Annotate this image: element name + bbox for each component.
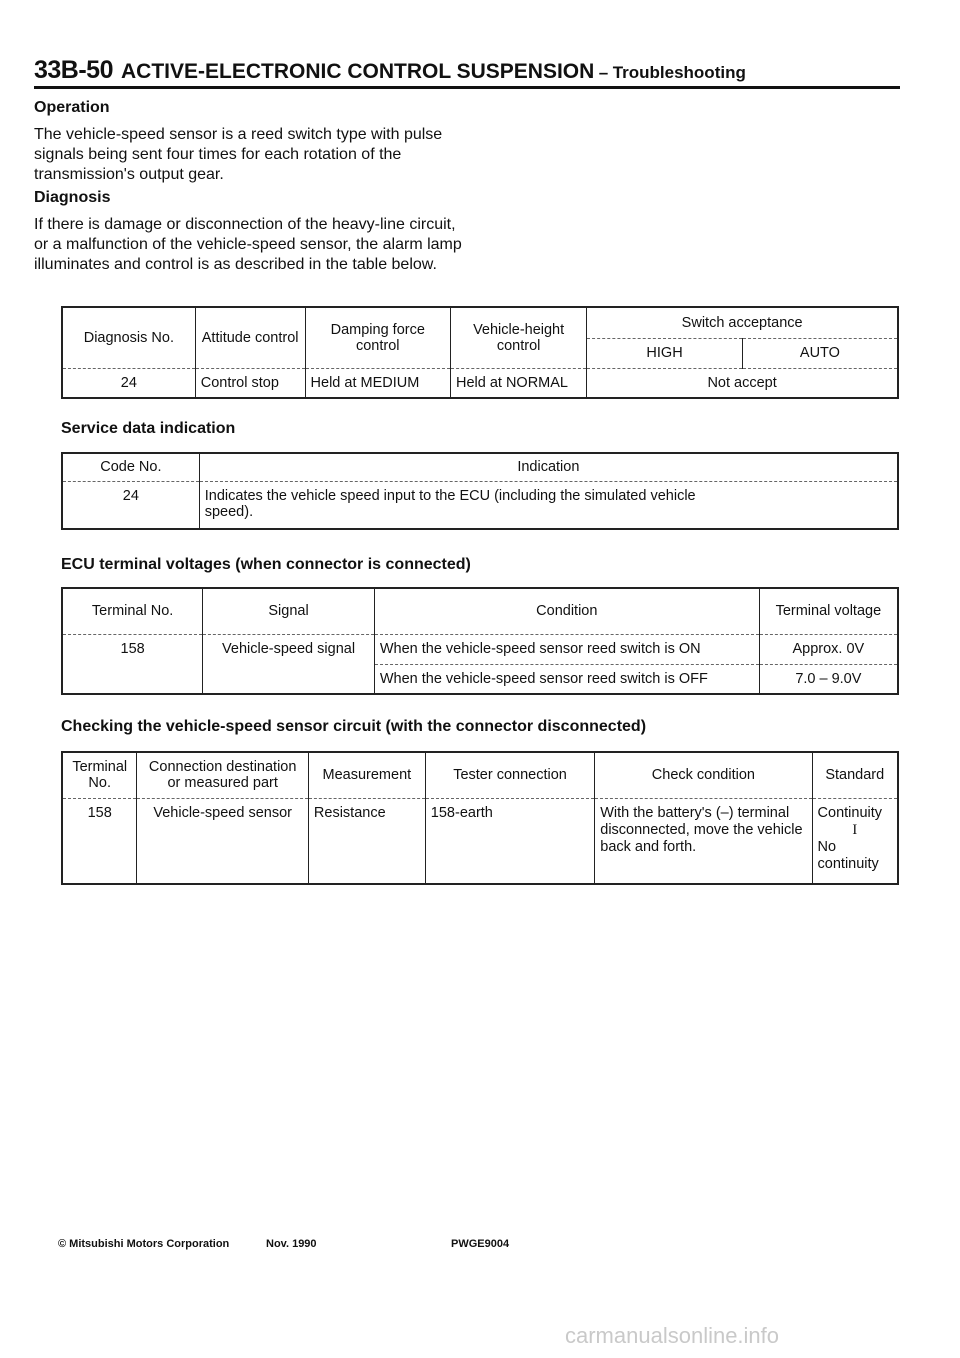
col-check-condition: Check condition bbox=[595, 752, 812, 798]
col-terminal-voltage: Terminal voltage bbox=[759, 588, 898, 634]
section-subtitle: Troubleshooting bbox=[612, 63, 746, 82]
table-row bbox=[62, 798, 898, 884]
operation-text: The vehicle-speed sensor is a reed switch type with pulse signals being sent four times for each rotation of the transmission's output gear. bbox=[34, 126, 443, 183]
indication-text: Indicates the vehicle speed input to the ECU (including the simulated vehicle speed). bbox=[204, 487, 696, 520]
check-table bbox=[61, 751, 899, 885]
manual-title: ACTIVE-ELECTRONIC CONTROL SUSPENSION bbox=[121, 60, 595, 83]
standard-continuity: Continuity bbox=[817, 804, 883, 821]
standard-no-continuity: No continuity bbox=[817, 838, 879, 872]
condition-cell: When the vehicle-speed sensor reed switch is ON bbox=[374, 634, 759, 664]
col-terminal-no: Terminal No. bbox=[62, 752, 137, 798]
table-row bbox=[62, 634, 898, 664]
diagnosis-heading: Diagnosis bbox=[34, 189, 111, 206]
col-vehicle-height: Vehicle-height control bbox=[450, 307, 586, 368]
attitude-cell: Control stop bbox=[195, 368, 305, 398]
measurement-cell: Resistance bbox=[308, 798, 425, 884]
signal-cell: Vehicle-speed signal bbox=[203, 634, 375, 694]
footer-code: PWGE9004 bbox=[451, 1238, 510, 1250]
page-number: 33B-50 bbox=[34, 56, 113, 84]
service-heading: Service data indication bbox=[61, 420, 236, 437]
diag-no-cell: 24 bbox=[62, 368, 195, 398]
terminal-cell: 158 bbox=[62, 798, 137, 884]
col-high: HIGH bbox=[587, 338, 743, 368]
col-condition: Condition bbox=[374, 588, 759, 634]
switch-cell: Not accept bbox=[587, 368, 898, 398]
footer-copyright: © Mitsubishi Motors Corporation bbox=[58, 1238, 230, 1250]
height-cell: Held at NORMAL bbox=[450, 368, 586, 398]
voltage-cell: Approx. 0V bbox=[759, 634, 898, 664]
col-indication: Indication bbox=[199, 453, 898, 481]
col-standard: Standard bbox=[812, 752, 898, 798]
ecu-heading: ECU terminal voltages (when connector is connected) bbox=[61, 556, 471, 573]
operation-heading: Operation bbox=[34, 99, 110, 116]
table-row bbox=[62, 368, 898, 398]
header-rule bbox=[34, 86, 900, 89]
col-diagnosis-no: Diagnosis No. bbox=[62, 307, 195, 368]
page-header bbox=[34, 56, 906, 85]
col-terminal-no: Terminal No. bbox=[62, 588, 203, 634]
standard-cell bbox=[812, 798, 898, 884]
col-code-no: Code No. bbox=[62, 453, 199, 481]
damping-cell: Held at MEDIUM bbox=[305, 368, 450, 398]
terminal-cell: 158 bbox=[62, 634, 203, 694]
footer-date: Nov. 1990 bbox=[266, 1238, 317, 1250]
title-separator: – bbox=[598, 63, 609, 82]
service-table bbox=[61, 452, 899, 530]
standard-separator: I bbox=[852, 821, 858, 838]
check-heading: Checking the vehicle-speed sensor circuit (with the connector disconnected) bbox=[61, 718, 647, 735]
diagnosis-text: If there is damage or disconnection of the heavy-line circuit, or a malfunction of the vehicle-speed sensor, the alarm lamp illuminates and control is as described in the table below. bbox=[34, 216, 462, 273]
connection-cell: Vehicle-speed sensor bbox=[137, 798, 308, 884]
condition-cell: With the battery's (–) terminal disconnected, move the vehicle back and forth. bbox=[595, 798, 812, 884]
col-tester-connection: Tester connection bbox=[425, 752, 594, 798]
col-attitude-control: Attitude control bbox=[195, 307, 305, 368]
tester-cell: 158-earth bbox=[425, 798, 594, 884]
condition-cell: When the vehicle-speed sensor reed switch is OFF bbox=[374, 664, 759, 694]
col-signal: Signal bbox=[203, 588, 375, 634]
code-cell: 24 bbox=[62, 481, 199, 529]
indication-cell bbox=[199, 481, 898, 529]
table-row bbox=[62, 481, 898, 529]
voltage-cell: 7.0 – 9.0V bbox=[759, 664, 898, 694]
col-measurement: Measurement bbox=[308, 752, 425, 798]
col-connection: Connection destination or measured part bbox=[137, 752, 308, 798]
col-auto: AUTO bbox=[742, 338, 898, 368]
col-switch-acceptance: Switch acceptance bbox=[587, 307, 898, 338]
diagnosis-table bbox=[61, 306, 899, 399]
col-damping-force: Damping force control bbox=[305, 307, 450, 368]
ecu-table bbox=[61, 587, 899, 695]
watermark: carmanualsonline.info bbox=[565, 1323, 780, 1348]
